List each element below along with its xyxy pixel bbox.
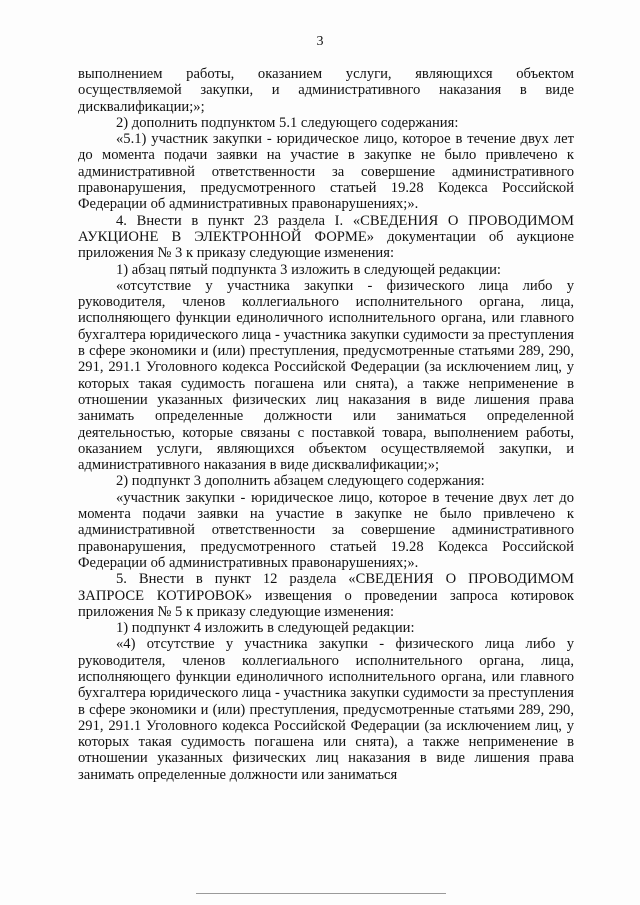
paragraph: 4. Внести в пункт 23 раздела I. «СВЕДЕНИЯ О ПРОВОДИМОМ АУКЦИОНЕ В ЭЛЕКТРОННОЙ ФОРМЕ» документации об аукционе приложения № 3 к приказу следующие изменения: [78,212,574,262]
paragraph: 2) подпункт 3 дополнить абзацем следующего содержания: [116,473,485,490]
bottom-scan-edge [196,893,446,894]
page-number: 3 [316,34,324,49]
paragraph: «5.1) участник закупки - юридическое лицо, которое в течение двух лет до момента подачи заявки на участие в закупке не было привлечено к административной ответственности за совершение административного правонарушения, предусмотренного статьей 19.28 Кодекса Российской Федерации об административных правонарушениях;». [78,131,574,213]
paragraph: «участник закупки - юридическое лицо, которое в течение двух лет до момента подачи заявки на участие в закупке не было привлечено к административной ответственности за совершение административного правонарушения, предусмотренного статьей 19.28 Кодекса Российской Федерации об административных правонарушениях;». [78,489,574,571]
paragraph: выполнением работы, оказанием услуги, являющихся объектом осуществляемой закупки, и административного наказания в виде дисквалификации;»; [78,66,574,115]
paragraph: 1) абзац пятый подпункта 3 изложить в следующей редакции: [116,261,501,278]
paragraph: «отсутствие у участника закупки - физического лица либо у руководителя, членов коллегиального исполнительного органа, лица, исполняющего функции единоличного исполнительного органа, или главного бухгалтера юридического лица - участника закупки судимости за преступления в сфере экономики и (или) преступления, предусмотренные статьями 289, 290, 291, 291.1 Уголовного кодекса Российской Федерации (за исключением лиц, у которых такая судимость погашена или снята), а также неприменение в отношении указанных физических лиц наказания в виде лишения права занимать определенные должности или заниматься определенной деятельностью, которые связаны с поставкой товара, выполнением работы, оказанием услуги, являющихся объектом осуществляемой закупки, и административного наказания в виде дисквалификации;»; [78,277,574,474]
paragraph: 1) подпункт 4 изложить в следующей редакции: [116,620,415,637]
paragraph: «4) отсутствие у участника закупки - физического лица либо у руководителя, членов коллегиального исполнительного органа, лица, исполняющего функции единоличного исполнительного органа, или главного бухгалтера юридического лица - участника закупки судимости за преступления в сфере экономики и (или) преступления, предусмотренные статьями 289, 290, 291, 291.1 Уголовного кодекса Российской Федерации (за исключением лиц, у которых такая судимость погашена или снята), а также неприменение в отношении указанных физических лиц наказания в виде лишения права занимать определенные должности или заниматься [78,636,574,783]
document-body [78,66,574,783]
paragraph: 5. Внести в пункт 12 раздела «СВЕДЕНИЯ О ПРОВОДИМОМ ЗАПРОСЕ КОТИРОВОК» извещения о проведении запроса котировок приложения № 5 к приказу следующие изменения: [78,571,574,620]
paragraph: 2) дополнить подпунктом 5.1 следующего содержания: [116,114,459,131]
